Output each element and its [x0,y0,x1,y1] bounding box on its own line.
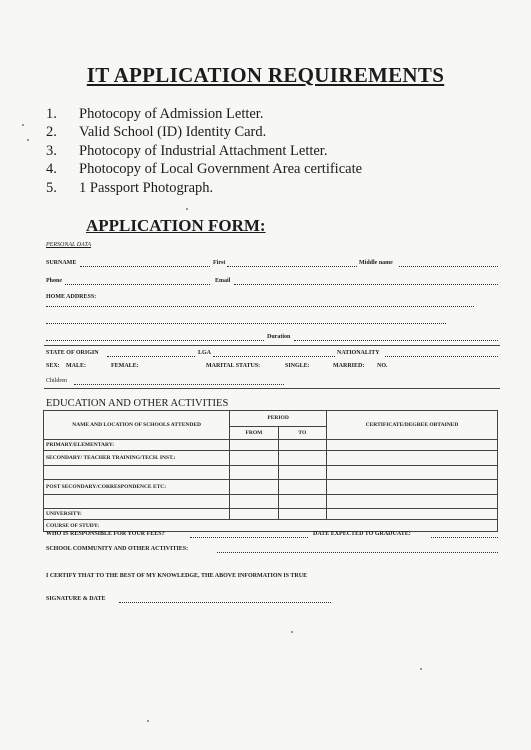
to-cell[interactable] [278,451,326,466]
married-option[interactable]: MARRIED: [333,363,365,369]
from-cell[interactable] [230,440,278,451]
phone-label: Phone [46,278,63,284]
email-label: Email [215,278,231,284]
phone-field[interactable] [65,284,210,285]
certificate-cell[interactable] [326,440,497,451]
certificate-cell[interactable] [326,509,497,520]
requirement-item: 1. Photocopy of Admission Letter. [46,106,264,122]
children-number-label: NO. [377,363,388,369]
certificate-cell[interactable] [326,466,497,480]
divider [44,345,500,346]
children-field[interactable] [74,384,284,385]
certificate-cell[interactable] [326,495,497,509]
table-row [44,509,498,520]
empty-row-cell [44,466,230,480]
to-cell[interactable] [278,466,326,480]
nationality-label: NATIONALITY [337,350,380,356]
scan-speck [27,139,29,141]
course-of-study-cell[interactable]: COURSE OF STUDY: [44,520,498,532]
fees-field[interactable] [190,537,308,538]
signature-date-field[interactable] [119,602,331,603]
first-name-label: First [213,260,226,266]
address-line-2[interactable] [46,323,446,324]
school-level-label: PRIMARY/ELEMENTARY: [44,440,230,451]
school-level-label: POST SECONDARY/CORRESPONDENCE ETC: [44,480,230,495]
middle-name-field[interactable] [399,266,498,267]
children-label: Children [46,378,67,384]
certificate-cell[interactable] [326,480,497,495]
first-name-field[interactable] [227,266,357,267]
middle-name-label: Middle name [359,260,393,266]
state-of-origin-field[interactable] [107,356,195,357]
from-cell[interactable] [230,451,278,466]
graduate-date-label: DATE EXPECTED TO GRADUATE: [313,531,411,537]
requirement-item: 4. Photocopy of Local Government Area certificate [46,161,363,177]
to-cell[interactable] [278,440,326,451]
sex-label: SEX: [46,363,60,369]
form-title: APPLICATION FORM: [86,216,266,235]
school-level-label: SECONDARY/ TEACHER TRAINING/TECH. INST.: [44,451,230,466]
to-cell[interactable] [278,509,326,520]
duration-label: Duration [267,334,291,340]
address-line-3[interactable] [46,340,264,341]
scan-speck [420,668,422,670]
period-column-header: PERIOD [230,411,327,427]
from-cell[interactable] [230,466,278,480]
certificate-column-header: CERTIFICATE/DEGREE OBTAINED [326,411,497,440]
signature-date-label: SIGNATURE & DATE [46,596,106,602]
table-header-row [44,411,498,427]
home-address-label: HOME ADDRESS: [46,294,97,300]
page-title: IT APPLICATION REQUIREMENTS [86,63,445,87]
surname-label: SURNAME [46,260,77,266]
lga-label: LGA [198,350,212,356]
table-row [44,480,498,495]
scan-speck [147,720,149,722]
female-option[interactable]: FEMALE: [111,363,139,369]
email-field[interactable] [234,284,498,285]
surname-field[interactable] [80,266,210,267]
nationality-field[interactable] [385,356,498,357]
certificate-cell[interactable] [326,451,497,466]
to-cell[interactable] [278,495,326,509]
school-level-label: UNIVERSITY: [44,509,230,520]
scan-speck [186,208,188,210]
education-heading: EDUCATION AND OTHER ACTIVITIES [46,398,229,409]
from-column-header: FROM [230,426,278,439]
table-row [44,451,498,466]
table-row [44,495,498,509]
table-row [44,466,498,480]
to-column-header: TO [278,426,326,439]
education-table [43,410,498,532]
requirement-item: 3. Photocopy of Industrial Attachment Letter. [46,143,328,159]
scan-speck [22,124,24,126]
graduate-date-field[interactable] [431,537,498,538]
single-option[interactable]: SINGLE: [285,363,310,369]
school-column-header: NAME AND LOCATION OF SCHOOLS ATTENDED [44,411,230,440]
table-row [44,520,498,532]
divider [44,388,500,389]
community-activities-field[interactable] [217,552,498,553]
state-of-origin-label: STATE OF ORIGIN [46,350,99,356]
requirement-item: 5. 1 Passport Photograph. [46,180,214,196]
requirement-item: 2. Valid School (ID) Identity Card. [46,124,267,140]
from-cell[interactable] [230,509,278,520]
from-cell[interactable] [230,480,278,495]
to-cell[interactable] [278,480,326,495]
marital-status-label: MARITAL STATUS: [206,363,261,369]
from-cell[interactable] [230,495,278,509]
fees-label: WHO IS RESPONSIBLE FOR YOUR FEES? [46,531,165,537]
community-activities-label: SCHOOL COMMUNITY AND OTHER ACTIVITIES: [46,546,189,552]
lga-field[interactable] [213,356,335,357]
scan-speck [291,631,293,633]
address-line-1[interactable] [46,306,474,307]
table-row [44,440,498,451]
empty-row-cell [44,495,230,509]
personal-data-heading: PERSONAL DATA [46,242,92,248]
male-option[interactable]: MALE: [66,363,86,369]
duration-field[interactable] [294,340,498,341]
certification-statement: I CERTIFY THAT TO THE BEST OF MY KNOWLEDGE, THE ABOVE INFORMATION IS TRUE [46,573,308,579]
